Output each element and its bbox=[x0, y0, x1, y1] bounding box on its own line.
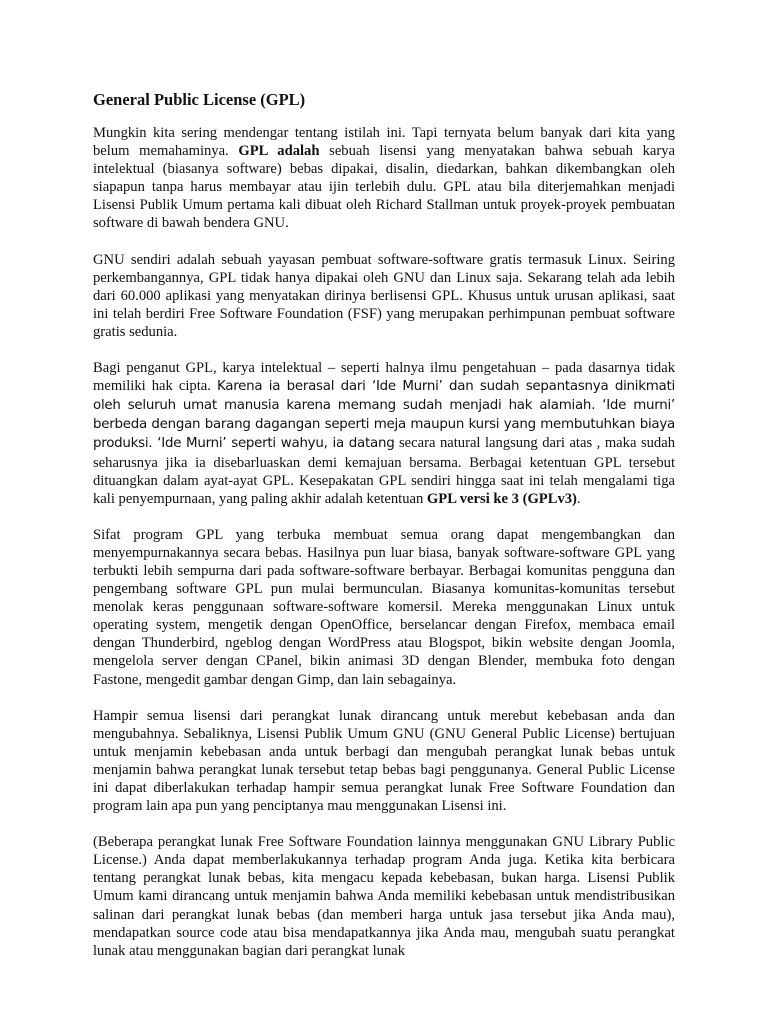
gpl-definition-bold: GPL adalah bbox=[238, 143, 320, 160]
paragraph-ide-murni bbox=[93, 359, 675, 508]
paragraph-ide-murni-text-a: Bagi penganut GPL, karya intelektual – seperti halnya ilmu pengetahuan – pada dasarnya tidak memiliki hak cipta. bbox=[93, 360, 675, 395]
document-page bbox=[93, 90, 675, 978]
paragraph-ide-murni-text-c: secara natural langsung dari atas , maka sudah seharusnya jika ia disebarluaskan demi kemajuan bersama. Berbagai ketentuan GPL tersebut dituangkan dalam ayat-ayat GPL. Kesepakatan GPL sendiri hingga saat ini telah mengalami tiga kali penyempurnaan, yang paling akhir adalah ketentuan bbox=[93, 435, 676, 507]
paragraph-intro bbox=[93, 124, 675, 233]
paragraph-intro-text-c: sebuah lisensi yang menyatakan bahwa sebuah karya intelektual (biasanya software) bebas dipakai, disalin, diedarkan, bahkan dikembangkan oleh siapapun tanpa harus membayar atau ijin terlebih dulu. GPL atau bila diterjemahkan menjadi Lisensi Publik Umum pertama kali dibuat oleh Richard Stallman untuk proyek-proyek pembuatan software di bawah bendera GNU. bbox=[93, 143, 675, 232]
paragraph-ide-murni-quote: Karena ia berasal dari ‘Ide Murni’ dan sudah sepantasnya dinikmati oleh seluruh umat manusia karena memang sudah menjadi hak alamiah. ‘Ide murni’ berbeda dengan barang dagangan seperti meja maupun kursi yang membutuhkan biaya produksi. ‘Ide Murni’ seperti wahyu, ia datang bbox=[93, 379, 675, 452]
paragraph-ide-murni-text-e: . bbox=[576, 490, 581, 507]
paragraph-gnu: GNU sendiri adalah sebuah yayasan pembuat software-software gratis termasuk Linux. Seiring perkembangannya, GPL tidak hanya dipakai oleh GNU dan Linux saja. Sekarang telah ada lebih dari 60.000 aplikasi yang menyatakan dirinya berlisensi GPL. Khusus untuk urusan aplikasi, saat ini telah berdiri Free Software Foundation (FSF) yang merupakan perhimpunan pembuat software gratis sedunia. bbox=[93, 251, 675, 340]
paragraph-intro-text-a: Mungkin kita sering mendengar tentang istilah ini. Tapi ternyata belum banyak dari kita yang belum memahaminya. bbox=[93, 125, 675, 160]
paragraph-lisensi: Hampir semua lisensi dari perangkat lunak dirancang untuk merebut kebebasan anda dan mengubahnya. Sebaliknya, Lisensi Publik Umum GNU (GNU General Public License) bertujuan untuk menjamin kebebasan anda untuk berbagi dan mengubah perangkat lunak bebas untuk menjamin bahwa perangkat lunak tersebut tetap bebas bagi penggunanya. General Public License ini dapat diberlakukan terhadap hampir semua perangkat lunak Free Software Foundation dan program lain apa pun yang penciptanya mau menggunakan Lisensi ini. bbox=[93, 707, 675, 815]
paragraph-sifat-program: Sifat program GPL yang terbuka membuat semua orang dapat mengembangkan dan menyempurnakannya secara bebas. Hasilnya pun luar biasa, banyak software-software GPL yang terbukti lebih sempurna dari pada software-software berbayar. Berbagai komunitas pengguna dan pengembang software GPL pun mulai bermunculan. Biasanya komunitas-komunitas tersebut menolak keras penggunaan software-software komersil. Mereka menggunakan Linux untuk operating system, mengetik dengan OpenOffice, berselancar dengan Firefox, membaca email dengan Thunderbird, ngeblog dengan WordPress atau Blogspot, bikin website dengan Joomla, mengelola server dengan CPanel, bikin animasi 3D dengan Blender, membuka foto dengan Fastone, mengedit gambar dengan Gimp, dan lain sebagainya. bbox=[93, 526, 675, 688]
paragraph-library-license: (Beberapa perangkat lunak Free Software Foundation lainnya menggunakan GNU Library Public License.) Anda dapat memberlakukannya terhadap program Anda juga. Ketika kita berbicara tentang perangkat lunak bebas, kita mengacu kepada kebebasan, bukan harga. Lisensi Publik Umum kami dirancang untuk menjamin bahwa Anda memiliki kebebasan untuk mendistribusikan salinan dari perangkat lunak bebas (dan memberi harga untuk jasa tersebut jika Anda mau), mendapatkan source code atau bisa mendapatkannya jika Anda mau, mengubah suatu perangkat lunak atau menggunakan bagian dari perangkat lunak bbox=[93, 834, 675, 959]
gplv3-bold: GPL versi ke 3 (GPLv3) bbox=[426, 490, 577, 507]
document-title: General Public License (GPL) bbox=[93, 90, 306, 109]
